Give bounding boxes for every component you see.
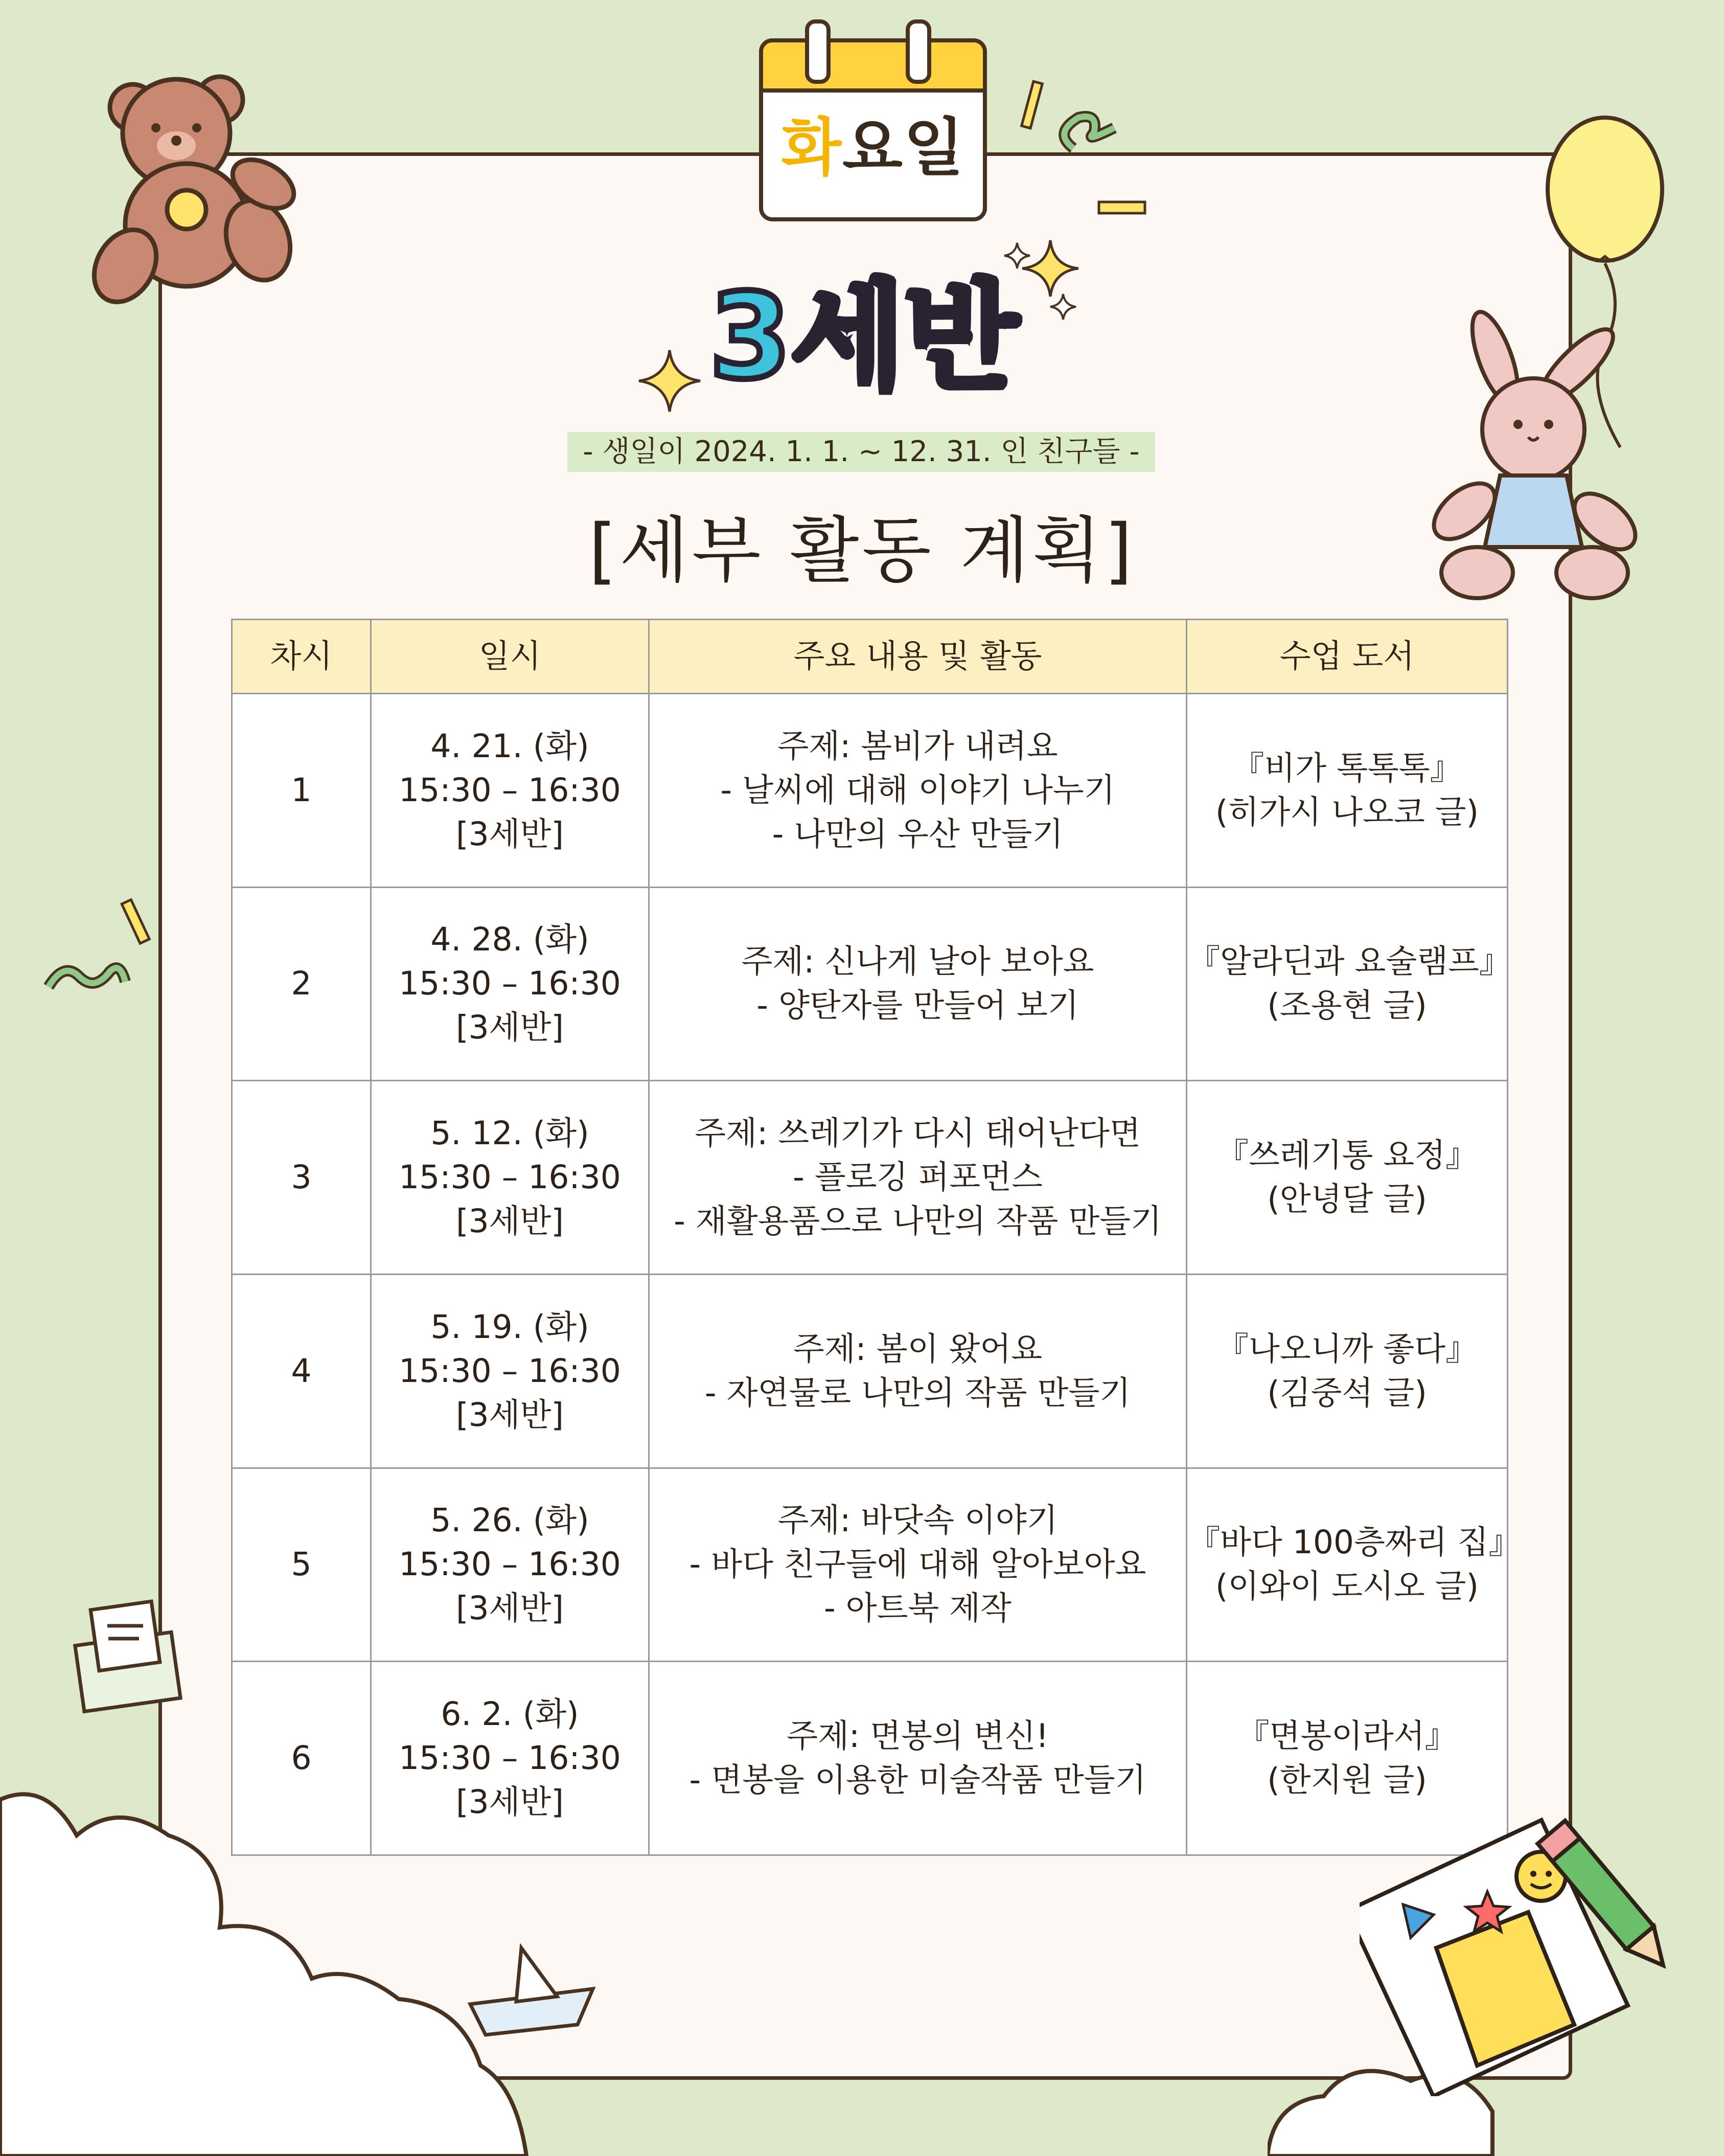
column-header-content: 주요 내용 및 활동: [649, 620, 1187, 694]
column-header-book: 수업 도서: [1187, 620, 1508, 694]
column-header-date: 일시: [371, 620, 649, 694]
class-logo: [695, 266, 1032, 409]
column-header-session: 차시: [232, 620, 371, 694]
sparkle-icon: [636, 348, 703, 414]
confetti-icon: [1017, 77, 1160, 225]
teddy-bear-icon: [89, 72, 304, 312]
session-number: 5: [232, 1468, 371, 1662]
session-book: 『쓰레기통 요정』 (안녕달 글): [1187, 1081, 1508, 1275]
session-content: 주제: 바닷속 이야기 - 바다 친구들에 대해 알아보아요 - 아트북 제작: [649, 1468, 1187, 1662]
session-date: 4. 21. (화) 15:30 – 16:30 [3세반]: [371, 694, 649, 888]
session-content: 주제: 면봉의 변신! - 면봉을 이용한 미술작품 만들기: [649, 1662, 1187, 1855]
session-number: 3: [232, 1081, 371, 1275]
weekday-label: [763, 98, 983, 187]
envelope-icon: [72, 1595, 184, 1718]
drawing-paper-pencil-icon: [1360, 1810, 1724, 2096]
session-content: 주제: 봄이 왔어요 - 자연물로 나만의 작품 만들기: [649, 1274, 1187, 1468]
session-book: 『바다 100층짜리 집』 (이와이 도시오 글): [1187, 1468, 1508, 1662]
session-content: 주제: 쓰레기가 다시 태어난다면 - 플로깅 퍼포먼스 - 재활용품으로 나만의 작품 만들기: [649, 1081, 1187, 1275]
session-date: 4. 28. (화) 15:30 – 16:30 [3세반]: [371, 887, 649, 1081]
table-row: [232, 1081, 1508, 1275]
session-book: 『면봉이라서』 (한지원 글): [1187, 1662, 1508, 1855]
activity-plan-table: [231, 619, 1521, 1856]
weekday-accent-char: 화: [781, 111, 843, 184]
session-book: 『비가 톡톡톡』 (히가시 나오코 글): [1187, 694, 1508, 888]
session-date: 5. 12. (화) 15:30 – 16:30 [3세반]: [371, 1081, 649, 1275]
weekday-rest: 요일: [842, 111, 965, 184]
calendar-header: [763, 42, 983, 93]
session-book: 『알라딘과 요술램프』 (조용현 글): [1187, 887, 1508, 1081]
logo-part-3: 반: [905, 269, 1019, 405]
session-date: 6. 2. (화) 15:30 – 16:30 [3세반]: [371, 1662, 649, 1855]
page-heading: [세부 활동 계획]: [588, 509, 1136, 593]
session-number: 2: [232, 887, 371, 1081]
table-row: [232, 1468, 1508, 1662]
session-content: 주제: 봄비가 내려요 - 날씨에 대해 이야기 나누기 - 나만의 우산 만들기: [649, 694, 1187, 888]
subtitle: - 생일이 2024. 1. 1. ~ 12. 31. 인 친구들 -: [567, 432, 1155, 472]
session-number: 1: [232, 694, 371, 888]
session-content: 주제: 신나게 날아 보아요 - 양탄자를 만들어 보기: [649, 887, 1187, 1081]
table-header-row: [232, 620, 1508, 694]
weekday-calendar-badge: [759, 38, 987, 221]
table-row: [232, 1274, 1508, 1468]
confetti-icon: [43, 895, 166, 1023]
calendar-ring-left: [805, 19, 831, 84]
session-date: 5. 26. (화) 15:30 – 16:30 [3세반]: [371, 1468, 649, 1662]
calendar-ring-right: [906, 19, 931, 84]
bunny-icon: [1429, 307, 1653, 603]
session-book: 『나오니까 좋다』 (김중석 글): [1187, 1274, 1508, 1468]
session-number: 4: [232, 1274, 371, 1468]
table-row: [232, 887, 1508, 1081]
table-row: [232, 694, 1508, 888]
session-date: 5. 19. (화) 15:30 – 16:30 [3세반]: [371, 1274, 649, 1468]
logo-part-2: 세: [791, 269, 905, 405]
paper-boat-icon: [460, 1943, 603, 2040]
logo-part-1: 3: [709, 269, 791, 405]
session-number: 6: [232, 1662, 371, 1855]
